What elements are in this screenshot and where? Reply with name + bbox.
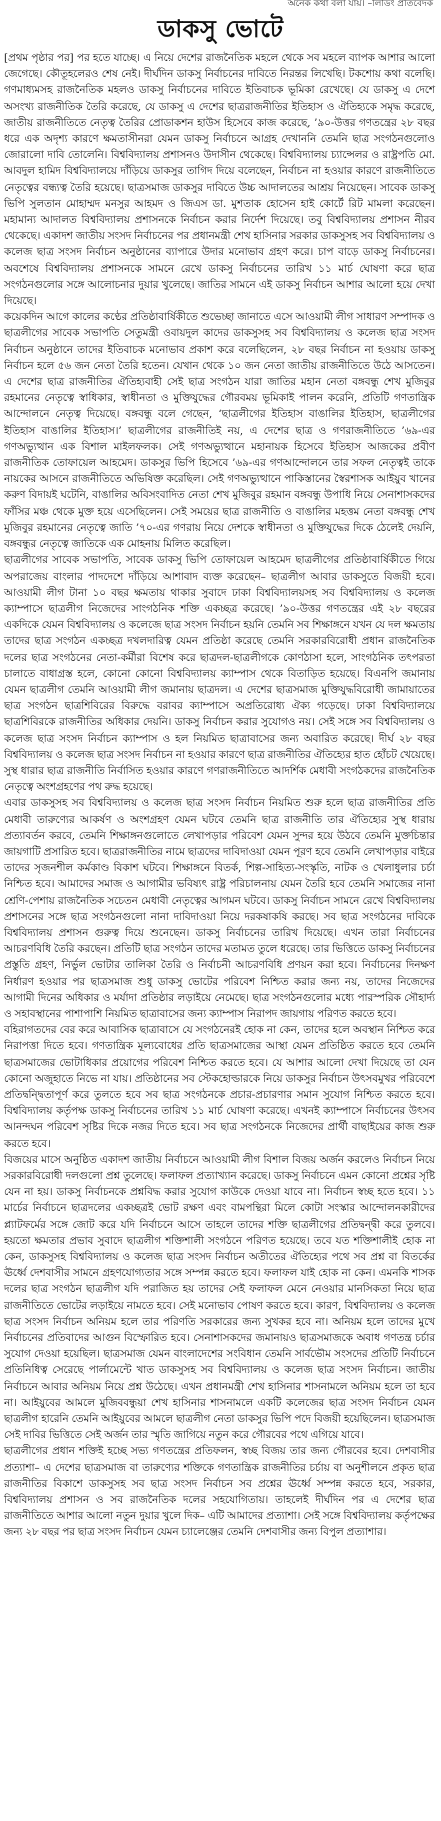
paragraph: কয়েকদিন আগে কালের কণ্ঠের প্রতিষ্ঠাবার্ষিকীতে শুভেচ্ছা জানাতে এসে আওয়ামী লীগ সাধারণ সম্পাদক ও ছাত্রলীগের সাবেক সভাপতি সেতুমন্ত্রী ওবায়দুল কাদের ডাকসুসহ সব বিশ্ববিদ্যালয় ও কলেজ ছাত্র সংসদ নির্বাচন অনুষ্ঠানে তাদের ইতিবাচক মনোভাব প্রকাশ করে বলেছিলেন, ২৮ বছর নির্বাচন না হওয়ায় ডাকসু নির্বাচন হলে ৫৬ জন নেতা তৈরি হতেন। যেখান থেকে ১০ জন নেতা জাতীয় রাজনীতিতে উঠে আসতেন। এ দেশের ছাত্র রাজনীতির ঐতিহ্যবাহী সেই ছাত্র সংগঠন যারা জাতির মহান নেতা বঙ্গবন্ধু শেখ মুজিবুর রহমানের নেতৃত্বে স্বাধিকার, স্বাধীনতা ও মুক্তিযুদ্ধের গৌরবময় ভূমিকাই পালন করেনি, প্রতিটি গণতান্ত্রিক আন্দোলনে নেতৃত্ব দিয়েছে। বঙ্গবন্ধু বলে গেছেন, ‘ছাত্রলীগের ইতিহাস বাঙালির ইতিহাস, ছাত্রলীগের ইতিহাস বাঙালির ইতিহাস।’ ছাত্রলীগের রাজনীতিই নয়, এ দেশের ছাত্র ও গণরাজনীতিতে ’৬৯-এর গণঅভ্যুত্থান এক বিশাল মাইলফলক। সেই গণঅভ্যুত্থানে মহানায়ক হিসেবে ইতিহাস আজকের প্রবীণ রাজনীতিক তোফায়েল আহমেদ। ডাকসুর ভিপি হিসেবে ’৬৯-এর গণআন্দোলনে তার সফল নেতৃত্বই তাকে নায়কের আসনে রাজনীতিতে অভিষিক্ত করেছিল। সেই গণঅভ্যুত্থানে পাকিস্তানের স্বৈরশাসক আইয়ুব খানের করুণ বিদায়ই ঘটেনি, বাঙালির অবিসংবাদিত নেতা শেখ মুজিবুর রহমান বঙ্গবন্ধু উপাধি নিয়ে সেনাশাসকদের ফাঁসির মঞ্চ থেকে মুক্ত হয়ে এসেছিলেন। সেই সময়ের ছাত্র রাজনীতি ও বাঙালির মহত্তম নেতা বঙ্গবন্ধু শেখ মুজিবুর রহমানের নেতৃত্বে জাতি ’৭০-এর গণরায় নিয়ে দেশকে স্বাধীনতা ও মুক্তিযুদ্ধের দিকে ঠেলেই দেয়নি, বঙ্গবন্ধুর নেতৃত্বে জাতিকে এক মোহনায় মিলিত করেছিল।: [4, 311, 435, 551]
paragraph-text: পর হতে যাচ্ছে। এ নিয়ে দেশের রাজনৈতিক মহলে থেকে সব মহলে ব্যাপক আশার আলো জেগেছে। কৌতূহলেরও শেষ নেই। দীর্ঘদিন ডাকসু নির্বাচনের দাবিতে নিরন্তর লিখেছি। টকশোয় কথা বলেছি। গণমাধ্যমসহ রাজনৈতিক মহলও ডাকসু নির্বাচনের দাবিতে ইতিবাচক ভূমিকা রেখেছে। যে ডাকসু এ দেশে অসংখ্য রাজনীতিক তৈরি করেছে, যে ডাকসু এ দেশের ছাত্ররাজনীতির ইতিহাস ও ঐতিহ্যকে সমৃদ্ধ করেছে, জাতীয় রাজনীতিতে নেতৃত্ব তৈরির প্রোডাকশন হাউস হিসেবে কাজ করেছে, ’৯০-উত্তর গণতন্ত্রের ২৮ বছর ধরে এক অদৃশ্য কারণে ক্ষমতাসীনরা যেমন ডাকসু নির্বাচনে আগ্রহ দেখাননি তেমনি ছাত্র সংগঠনগুলোও জোরালো দাবি তোলেনি। বিশ্ববিদ্যালয় প্রশাসনও উদাসীন থেকেছে। বিশ্ববিদ্যালয় চ্যান্সেলর ও রাষ্ট্রপতি মো. আবদুল হামিদ বিশ্ববিদ্যালয়ে দাঁড়িয়ে ডাকসুর তাগিদ দিয়ে বলেছেন, নির্বাচন না হওয়ার কারণে রাজনীতিতে নেতৃত্বের বন্ধ্যত্ব তৈরি হয়েছে। ছাত্রসমাজ ডাকসুর দাবিতে উচ্চ আদালতের আশ্রয় নিয়েছেন। সাবেক ডাকসু ভিপি সুলতান মোহাম্মদ মনসুর আহমদ ও জিএস ডা. মুশতাক হোসেন হাই কোর্টে রিট মামলা করেছেন। মহামান্য আদালত বিশ্ববিদ্যালয় প্রশাসনকে নির্বাচন করার নির্দেশ দিয়েছে। তবু বিশ্ববিদ্যালয় প্রশাসন নীরব থেকেছে। একাদশ জাতীয় সংসদ নির্বাচনের পর প্রধানমন্ত্রী শেখ হাসিনার সরকার ডাকসুসহ সব বিশ্ববিদ্যালয় ও কলেজ ছাত্র সংসদ নির্বাচন অনুষ্ঠানের ব্যাপারে উদার মনোভাব গ্রহণ করে। চাপ বাড়ে ডাকসু নির্বাচনের। অবশেষে বিশ্ববিদ্যালয় প্রশাসনকে সামনে রেখে ডাকসু নির্বাচনের তারিখ ১১ মার্চ ঘোষণা করে ছাত্র সংগঠনগুলোর সঙ্গে আলোচনার দুয়ার খুলেছে। জাতির সামনে এই ডাকসু নির্বাচন আশার আলো হয়ে দেখা দিয়েছে।: [4, 52, 435, 308]
article-body: [4, 50, 435, 1541]
paragraph: ছাত্রলীগের সাবেক সভাপতি, সাবেক ডাকসু ভিপি তোফায়েল আহমেদ ছাত্রলীগের প্রতিষ্ঠাবার্ষিকীতে গিয়ে অপরাজেয় বাংলার পাদদেশে দাঁড়িয়ে আশাবাদ ব্যক্ত করেছেন– ছাত্রলীগ আবার ডাকসুতে বিজয়ী হবে। আওয়ামী লীগ টানা ১০ বছর ক্ষমতায় থাকার সুবাদে ঢাকা বিশ্ববিদ্যালয়সহ সব বিশ্ববিদ্যালয় ও কলেজ ক্যাম্পাসে ছাত্রলীগ নিজেদের সাংগঠনিক শক্তি একচ্ছত্র করেছে। ’৯০-উত্তর গণতন্ত্রের এই ২৮ বছরের একদিকে যেমন বিশ্ববিদ্যালয় ও কলেজে ছাত্র সংসদ নির্বাচন হয়নি তেমনি সব শিক্ষাঙ্গনে যখন যে দল ক্ষমতায় তাদের ছাত্র সংগঠন একচ্ছত্র দখলদারিত্ব যেমন প্রতিষ্ঠা করেছে তেমনি সরকারবিরোধী প্রধান রাজনৈতিক দলের ছাত্র সংগঠনের নেতা-কর্মীরা বিশেষ করে ছাত্রদল-ছাত্রলীগকে কোণঠাসা হলে, সাংগঠনিক তৎপরতা চালাতে বাধাগ্রস্ত হলে, কোনো কোনো বিশ্ববিদ্যালয় ক্যাম্পাস থেকে বিতাড়িত হয়েছে। বিএনপি জমানায় যেমন ছাত্রলীগ তেমনি আওয়ামী লীগ জমানায় ছাত্রদল। এ দেশের ছাত্রসমাজ মুক্তিযুদ্ধবিরোধী জামায়াতের ছাত্র সংগঠন ছাত্রশিবিরের বিরুদ্ধে বরাবর ক্যাম্পাসে অপ্রতিরোধ্য ঐক্য গড়েছে। ঢাকা বিশ্ববিদ্যালয়ে ছাত্রশিবিরকে রাজনীতির অধিকার দেয়নি। ডাকসু নির্বাচন করার সুযোগও নয়। সেই সঙ্গে সব বিশ্ববিদ্যালয় ও কলেজ ছাত্র সংসদ নির্বাচন ক্যাম্পাস ও হল নিয়মিত ছাত্রাবাসের জন্য অবারিত করেছে। দীর্ঘ ২৮ বছর বিশ্ববিদ্যালয় ও কলেজ ছাত্র সংসদ নির্বাচন না হওয়ার কারণে ছাত্র রাজনীতির ঐতিহ্যের হাত হোঁচট খেয়েছে। সুস্থ ধারার ছাত্র রাজনীতি নির্বাসিত হওয়ার কারণে গণরাজনীতিতে আদর্শিক মেধাবী সংগঠকদের রাজনৈতিক নেতৃত্বে অংশগ্রহণের পথ রুদ্ধ হয়েছে।: [4, 554, 435, 794]
continued-from-tag: [প্রথম পৃষ্ঠার পর]: [4, 52, 74, 64]
headline: ডাকসু ভোটে: [157, 15, 284, 43]
cut-off-header-line: অনেক কথা বলা যায়। –লিডিং প্রতিবেদক: [287, 0, 433, 9]
paragraph: বিজয়ের মাসে অনুষ্ঠিত একাদশ জাতীয় নির্বাচনে আওয়ামী লীগ বিশাল বিজয় অর্জন করলেও নির্বাচন নিয়ে সরকারবিরোধী দলগুলো প্রশ্ন তুলেছে। ফলাফল প্রত্যাখ্যান করেছে। ডাকসু নির্বাচনে এমন কোনো প্রশ্নের সৃষ্টি যেন না হয়। ডাকসু নির্বাচনকে প্রশ্নবিদ্ধ করার সুযোগ কাউকে দেওয়া যাবে না। নির্বাচন স্বচ্ছ হতে হবে। ১১ মার্চের নির্বাচনে ছাত্রদলের একচ্ছত্রই ভোট রক্ষণ এবং বামপন্থিরা মিলে কোটা সংস্কার আন্দোলনকারীদের প্ল্যাটফর্মের সঙ্গে জোট করে যদি নির্বাচনে আসে তাহলে তাদের শক্তি ছাত্রলীগের প্রতিদ্বন্দ্বী করে তুলবে। হয়তো ক্ষমতার প্রভাব সুবাদে ছাত্রলীগ শক্তিশালী সংগঠনে পরিণত হয়েছে। তবে যত শক্তিশালীই হোক না কেন, ডাকসুসহ বিশ্ববিদ্যালয় ও কলেজ ছাত্র সংসদ নির্বাচন অতীতের ঐতিহ্যের পথে সব প্রশ্ন বা বিতর্কের ঊর্ধ্বে দেশবাসীর সামনে গ্রহণযোগ্যতার সঙ্গে সম্পন্ন করতে হবে। ফলাফল যাই হোক না কেন। এমনকি শাসক দলের ছাত্র সংগঠন ছাত্রলীগ যদি পরাজিত হয় তাদের সেই ফলাফল মেনে নেওয়ার মানসিকতা নিয়ে ছাত্র রাজনীতিতে ভোটের লড়াইয়ে নামতে হবে। সেই মনোভাব পোষণ করতে হবে। কারণ, বিশ্ববিদ্যালয় ও কলেজ ছাত্র সংসদ নির্বাচন অনিয়ম হলে তার পরিণতি সরকারের জন্য সুখকর হবে না। অনিয়ম হলে তাদের মুখে নির্বাচনের প্রতিবাদের আগুন বিস্ফোরিত হবে। সেনাশাসকদের জমানায়ও ছাত্রসমাজকে অবাধ গণতন্ত্র চর্চার সুযোগ দেওয়া হয়েছিল। ছাত্রসমাজ যেমন বাংলাদেশের সংবিধান তেমনি সার্বভৌম সংসদের প্রতিটি নির্বাচনে প্রতিনিধিত্ব সেরেছে পার্লামেন্টে খাত ডাকসুসহ সব বিশ্ববিদ্যালয় ও কলেজ ছাত্র সংসদ নির্বাচন। জাতীয় নির্বাচনে আবার অনিয়ম নিয়ে প্রশ্ন উঠেছে। এখন প্রধানমন্ত্রী শেখ হাসিনার শাসনামলে অনিয়ম হলে তা হবে না। আইয়ুবের আমলে মুজিববন্ধুয়া শেখ হাসিনার শাসনামলে একটি কলেজের ছাত্র সংসদ নির্বাচন যেমন ছাত্রলীগ হারেনি তেমনি আইয়ুবের আমলে ছাত্রলীগ নেতা ডাকসুর ভিপি পদে বিজয়ী হয়েছিলেন। ছাত্রসমাজ সেই দাবির ভিত্তিতে সেই অর্জন তার স্মৃতি জাগিয়ে নতুন করে গৌরবের পথে এগিয়ে যাবে।: [4, 1153, 435, 1442]
paragraph: [4, 50, 435, 309]
paragraph: বহিরাগতদের বের করে আবাসিক ছাত্রাবাসে যে সংগঠনেরই হোক না কেন, তাদের হলে অবস্থান নিশ্চিত করে নিরাপত্তা দিতে হবে। গণতান্ত্রিক মূল্যবোধের প্রতি ছাত্রসমাজের আস্থা যেমন প্রতিষ্ঠিত করতে হবে তেমনি ছাত্রসমাজের ভোটাধিকার প্রয়োগের পরিবেশ নিশ্চিত করতে হবে। যে আশার আলো দেখা দিয়েছে তা যেন কোনো অজুহাতে নিভে না যায়। প্রতিষ্ঠানের সব স্টেকহোল্ডারকে নিয়ে ডাকসুর নির্বাচন উৎসবমুখর পরিবেশে প্রতিদ্বন্দ্বিতাপূর্ণ করে তুলতে হবে সব ছাত্র সংগঠনকে প্রচার-প্রচারণার সমান সুযোগ নিশ্চিত করতে হবে। বিশ্ববিদ্যালয় কর্তৃপক্ষ ডাকসু নির্বাচনের তারিখ ১১ মার্চ ঘোষণা করেছে। এখনই ক্যাম্পাসে নির্বাচনের উৎসব আনন্দঘন পরিবেশ সৃষ্টির দিকে নজর দিতে হবে। সব ছাত্র সংগঠনকে নিজেদের প্রার্থী বাছাইয়ের কাজ শুরু করতে হবে।: [4, 1024, 435, 1150]
paragraph: এবার ডাকসুসহ সব বিশ্ববিদ্যালয় ও কলেজ ছাত্র সংসদ নির্বাচন নিয়মিত শুরু হলে ছাত্র রাজনীতির প্রতি মেধাবী তারুণ্যের আকর্ষণ ও অংশগ্রহণ যেমন ঘটবে তেমনি ছাত্র রাজনীতি তার ঐতিহ্যের সুস্থ ধারায় প্রত্যাবর্তন করবে, তেমনি শিক্ষাঙ্গনগুলোতে লেখাপড়ার পরিবেশ যেমন সুন্দর হয়ে উঠবে তেমনি মুক্তচিন্তার জায়গাটি প্রসারিত হবে। ছাত্ররাজনীতির নামে ছাত্রদের দাবিদাওয়া যেমন পূরণ হবে তেমনি লেখাপড়ার বাইরে তাদের সৃজনশীল কর্মকাণ্ড বিকাশ ঘটবে। শিক্ষাঙ্গনে বিতর্ক, শিল্প-সাহিত্য-সংস্কৃতি, নাটক ও খেলাধুলার চর্চা নিশ্চিত হবে। আমাদের সমাজ ও আগামীর ভবিষ্যৎ রাষ্ট্র পরিচালনায় যেমন তৈরি হবে তেমনি সমাজের নানা শ্রেণি-পেশায় রাজনৈতিক সচেতন মেধাবী নেতৃত্বের আগমন ঘটবে। ডাকসু নির্বাচন সামনে রেখে বিশ্ববিদ্যালয় প্রশাসনের সঙ্গে ছাত্র সংগঠনগুলো নানা দাবিদাওয়া নিয়ে দরকষাকষি করছে। সব ছাত্র সংগঠনের দাবিকে বিশ্ববিদ্যালয় প্রশাসন গুরুত্ব দিয়ে শুনেছেন। ডাকসু নির্বাচনের তারিখ দিয়েছে। এখন তারা নির্বাচনের আচরণবিধি তৈরি করছেন। প্রতিটি ছাত্র সংগঠন তাদের মতামত তুলে ধরেছে। তার ভিত্তিতে ডাকসু নির্বাচনের প্রস্তুতি গ্রহণ, নির্ভুল ভোটার তালিকা তৈরি ও নির্বাচনী আচরণবিধি প্রণয়ন করা হবে। নির্বাচনের দিনক্ষণ নির্ধারণ হওয়ার পর ছাত্রসমাজ শুধু ডাকসু ভোটের পরিবেশ নিশ্চিত করার জন্য নয়, তাদের নিজেদের আগামী দিনের অধিকার ও মর্যাদা প্রতিষ্ঠার লড়াইয়ে নেমেছে। ছাত্র সংগঠনগুলোর মধ্যে পারস্পরিক সৌহার্দ্য ও সহাবস্থানের পাশাপাশি নিয়মিত ছাত্রাবাসের জন্য ক্যাম্পাস নিরাপদ জায়গায় পরিণত করতে হবে।: [4, 797, 435, 1020]
paragraph: ছাত্রলীগের প্রধান শক্তিই হচ্ছে সভ্য গণতন্ত্রের প্রতিফলন, স্বচ্ছ বিজয় তার জন্য গৌরবের হবে। দেশবাসীর প্রত্যাশা– এ দেশের ছাত্রসমাজ বা তারুণ্যের শক্তিকে গণতান্ত্রিক রাজনীতির চর্চায় বা অনুশীলনে প্রকৃত ছাত্র রাজনীতির বিকাশে ডাকসুসহ সব ছাত্র সংসদ নির্বাচন সব প্রশ্নের ঊর্ধ্বে সম্পন্ন করতে হবে, সরকার, বিশ্ববিদ্যালয় প্রশাসন ও সব রাজনৈতিক দলের সহযোগিতায়। তাহলেই দীর্ঘদিন পর এ দেশের ছাত্র রাজনীতিতে আশার আলো নতুন দুয়ার খুলে দিক– এটি আমাদের প্রত্যাশা। সেই সঙ্গে বিশ্ববিদ্যালয় কর্তৃপক্ষের জন্য ২৮ বছর পর ছাত্র সংসদ নির্বাচন যেমন চ্যালেঞ্জের তেমনি দেশবাসীর জন্য বিপুল প্রত্যাশার।: [4, 1445, 435, 1539]
